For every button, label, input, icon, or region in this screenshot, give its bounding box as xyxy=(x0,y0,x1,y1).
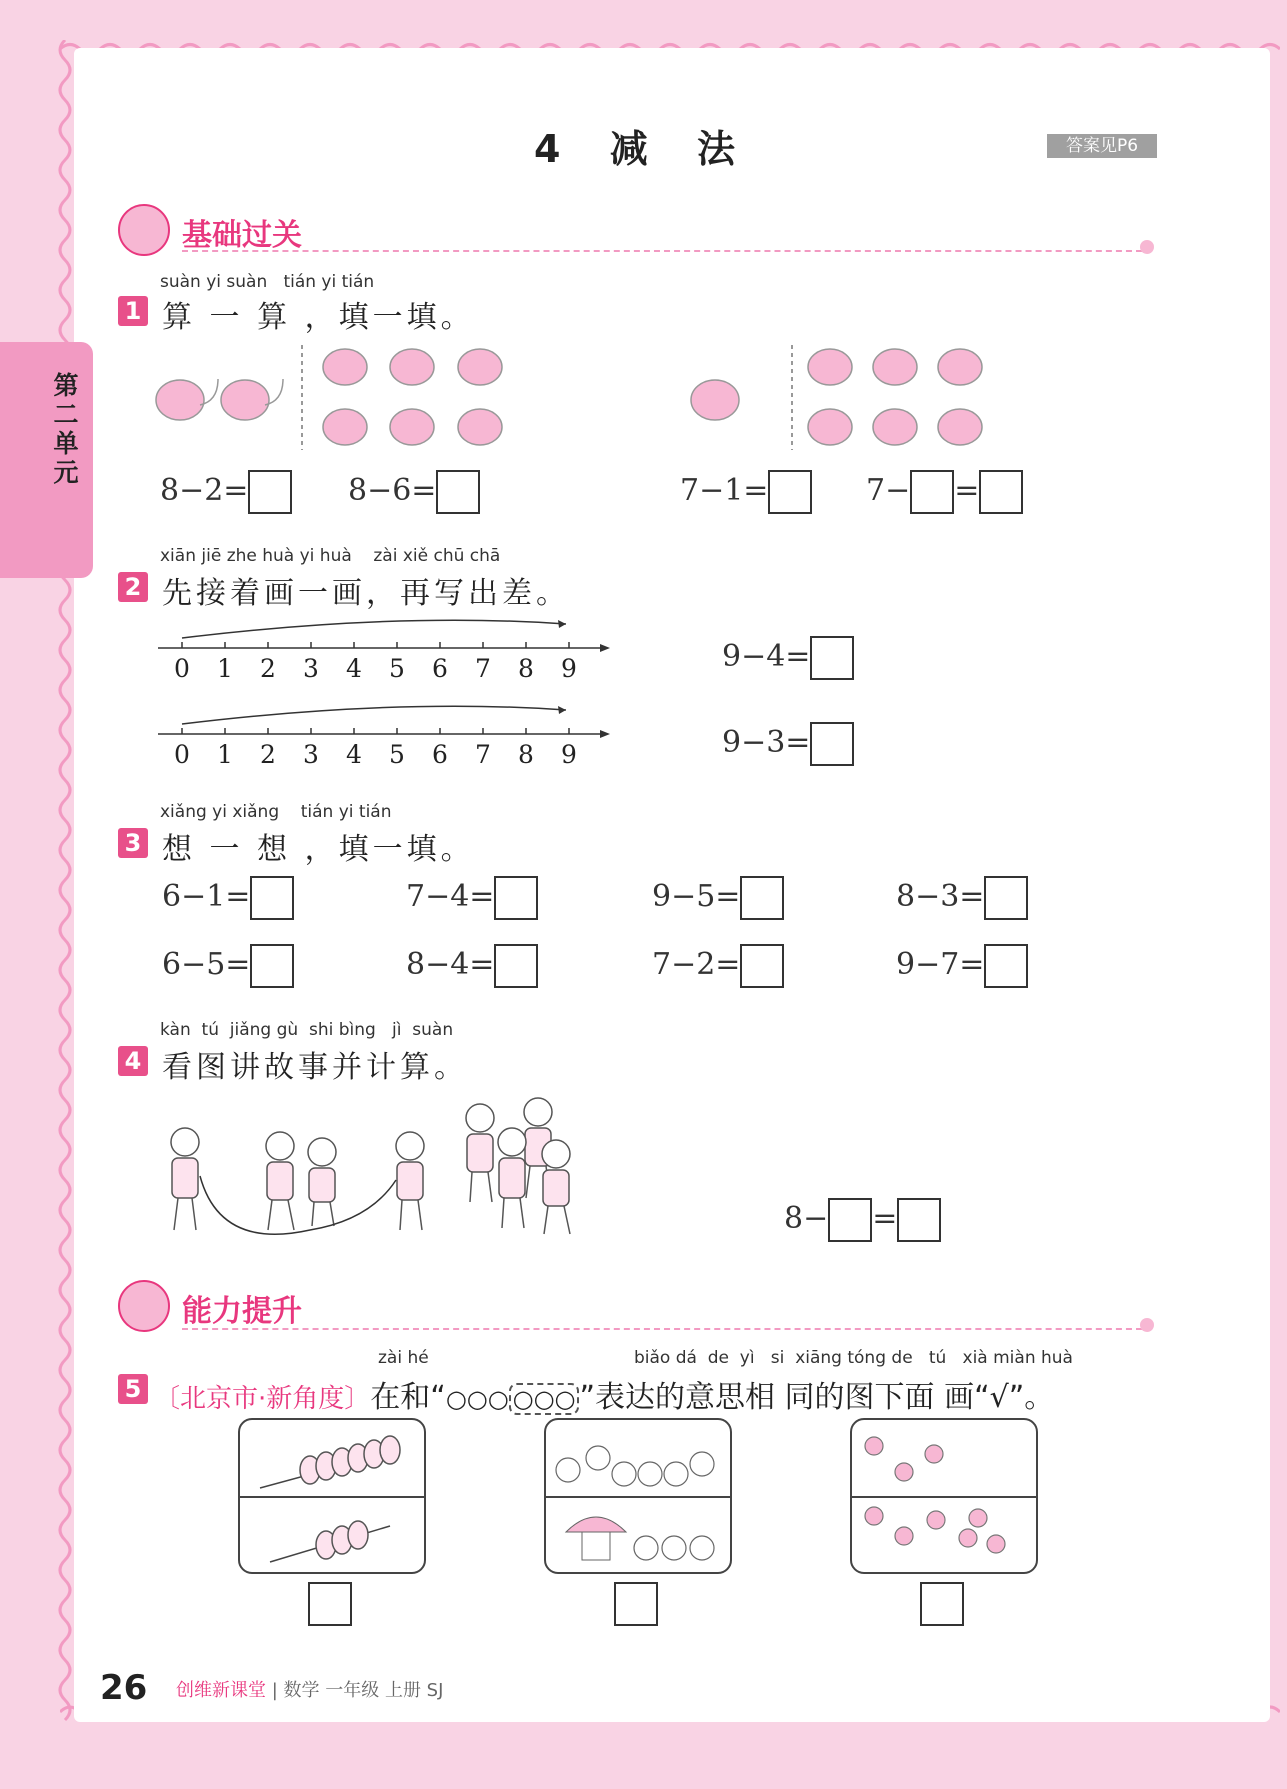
child-figure xyxy=(171,1128,199,1230)
equation-text: 8−2= xyxy=(160,473,249,508)
snail-icon xyxy=(691,380,739,420)
footer-brand: 创维新课堂 xyxy=(176,1680,266,1701)
child-figure xyxy=(396,1132,424,1230)
q3-equation xyxy=(406,944,538,988)
q5-line xyxy=(154,1372,1054,1416)
q5-pinyin-b: biǎo dá de yì si xiāng tóng de tú xià miàn huà xyxy=(634,1348,1073,1368)
option-picture-a xyxy=(238,1418,426,1574)
q5-source: 〔北京市·新角度〕 xyxy=(154,1384,371,1414)
q1-snail-illustration xyxy=(150,345,1030,455)
section-divider xyxy=(182,250,1142,252)
q3-equation xyxy=(652,944,784,988)
q5-text-a: 在和“ xyxy=(370,1380,446,1415)
check-box-a[interactable] xyxy=(308,1582,352,1626)
answer-box[interactable] xyxy=(828,1198,872,1242)
children-playing-illustration xyxy=(160,1090,600,1250)
q3-number: 3 xyxy=(118,828,148,858)
check-box-c[interactable] xyxy=(920,1582,964,1626)
tick-label: 5 xyxy=(389,740,405,769)
answer-box[interactable] xyxy=(910,470,954,514)
tick-label: 9 xyxy=(561,654,577,683)
answer-box[interactable] xyxy=(740,876,784,920)
tick-label: 8 xyxy=(518,740,534,769)
snail-icon xyxy=(221,379,283,420)
dot-decoration-icon xyxy=(1140,1318,1154,1332)
q5-pinyin-a: zài hé xyxy=(378,1348,429,1368)
answer-box[interactable] xyxy=(494,944,538,988)
snail-icon xyxy=(156,379,218,420)
unit-side-tab xyxy=(0,342,93,578)
mascot-icon xyxy=(118,1280,170,1332)
tick-label: 0 xyxy=(174,740,190,769)
tick-label: 7 xyxy=(475,654,491,683)
q3-equation xyxy=(652,876,784,920)
equation-text: 6−5= xyxy=(162,947,251,982)
equation-text: 8− xyxy=(784,1201,829,1236)
answer-box[interactable] xyxy=(810,722,854,766)
equation-text: 9−4= xyxy=(722,639,811,674)
q3-equation xyxy=(896,944,1028,988)
tick-label: 1 xyxy=(217,654,233,683)
equation-text: 7−1= xyxy=(680,473,769,508)
child-figure xyxy=(308,1138,336,1226)
child-figure xyxy=(266,1132,294,1230)
beads-icon xyxy=(240,1420,424,1572)
tick-label: 3 xyxy=(303,740,319,769)
q3-equation xyxy=(896,876,1028,920)
footer-info: 创维新课堂 | 数学 一年级 上册 SJ xyxy=(176,1680,444,1701)
q1-equation-4 xyxy=(866,470,1023,514)
answer-box[interactable] xyxy=(250,944,294,988)
answer-box[interactable] xyxy=(740,944,784,988)
footer-book-info: 数学 一年级 上册 SJ xyxy=(283,1680,444,1701)
answer-box[interactable] xyxy=(768,470,812,514)
equation-text: = xyxy=(872,1201,898,1236)
q5-circles-b: ○○○ xyxy=(509,1383,580,1415)
answer-box[interactable] xyxy=(248,470,292,514)
equation-text: 8−6= xyxy=(348,473,437,508)
equation-text: 9−3= xyxy=(722,725,811,760)
answer-reference-badge: 答案见P6 xyxy=(1047,134,1157,158)
q5-text-b: ”表达的意思相 同的图下面 画“√”。 xyxy=(579,1380,1055,1415)
tick-label: 5 xyxy=(389,654,405,683)
equation-text: 6−1= xyxy=(162,879,251,914)
q3-equation xyxy=(406,876,538,920)
q2-equation-1 xyxy=(722,636,854,680)
equation-text: = xyxy=(954,473,980,508)
child-figure xyxy=(542,1140,570,1234)
q1-instruction: 算 一 算 ，填一填。 xyxy=(162,300,475,335)
snail-icon xyxy=(323,349,502,385)
tick-label: 0 xyxy=(174,654,190,683)
tick-label: 6 xyxy=(432,740,448,769)
answer-box[interactable] xyxy=(984,876,1028,920)
page-title: 4 减 法 xyxy=(534,127,753,171)
tick-label: 4 xyxy=(346,654,362,683)
q1-equation-3 xyxy=(680,470,812,514)
q2-equation-2 xyxy=(722,722,854,766)
answer-box[interactable] xyxy=(810,636,854,680)
option-picture-b xyxy=(544,1418,732,1574)
rabbits-icon xyxy=(546,1420,730,1572)
q5-circles-a: ○○○ xyxy=(445,1385,509,1413)
tick-label: 8 xyxy=(518,654,534,683)
answer-box[interactable] xyxy=(494,876,538,920)
q2-instruction: 先接着画一画，再写出差。 xyxy=(162,576,570,611)
equation-text: 7− xyxy=(866,473,911,508)
q1-equation-2 xyxy=(348,470,480,514)
tick-label: 2 xyxy=(260,740,276,769)
q1-pinyin: suàn yi suàn tián yi tián xyxy=(160,272,375,292)
equation-text: 7−4= xyxy=(406,879,495,914)
equation-text: 9−5= xyxy=(652,879,741,914)
answer-box[interactable] xyxy=(436,470,480,514)
tick-label: 9 xyxy=(561,740,577,769)
section-title-basic: 基础过关 xyxy=(182,218,302,253)
q5-number: 5 xyxy=(118,1374,148,1404)
q4-equation xyxy=(784,1198,941,1242)
q3-equation xyxy=(162,944,294,988)
q1-equation-1 xyxy=(160,470,292,514)
child-figure xyxy=(466,1104,494,1202)
answer-box[interactable] xyxy=(979,470,1023,514)
snail-icon xyxy=(808,349,982,385)
answer-box[interactable] xyxy=(250,876,294,920)
q3-equation xyxy=(162,876,294,920)
q1-number: 1 xyxy=(118,296,148,326)
section-divider xyxy=(182,1328,1142,1330)
dot-decoration-icon xyxy=(1140,240,1154,254)
wavy-left-border xyxy=(52,40,78,1730)
chicks-icon xyxy=(852,1420,1036,1572)
child-figure xyxy=(498,1128,526,1228)
unit-side-tab-label: 第二单元 xyxy=(50,372,79,488)
check-box-b[interactable] xyxy=(614,1582,658,1626)
answer-box[interactable] xyxy=(897,1198,941,1242)
tick-label: 2 xyxy=(260,654,276,683)
section-title-advanced: 能力提升 xyxy=(182,1294,302,1329)
mascot-icon xyxy=(118,204,170,256)
tick-label: 6 xyxy=(432,654,448,683)
tick-label: 7 xyxy=(475,740,491,769)
q3-pinyin: xiǎng yi xiǎng tián yi tián xyxy=(160,802,392,822)
tick-label: 3 xyxy=(303,654,319,683)
option-picture-c xyxy=(850,1418,1038,1574)
q3-instruction: 想 一 想 ，填一填。 xyxy=(162,832,475,867)
equation-text: 8−4= xyxy=(406,947,495,982)
tick-label: 4 xyxy=(346,740,362,769)
snail-icon xyxy=(323,409,502,445)
q4-instruction: 看图讲故事并计算。 xyxy=(162,1050,468,1085)
snail-icon xyxy=(808,409,982,445)
page-number: 26 xyxy=(100,1668,148,1708)
tick-label: 1 xyxy=(217,740,233,769)
q4-number: 4 xyxy=(118,1046,148,1076)
equation-text: 9−7= xyxy=(896,947,985,982)
q2-pinyin: xiān jiē zhe huà yi huà zài xiě chū chā xyxy=(160,546,501,566)
q4-pinyin: kàn tú jiǎng gù shi bìng jì suàn xyxy=(160,1020,454,1040)
equation-text: 7−2= xyxy=(652,947,741,982)
q2-number: 2 xyxy=(118,572,148,602)
equation-text: 8−3= xyxy=(896,879,985,914)
answer-box[interactable] xyxy=(984,944,1028,988)
